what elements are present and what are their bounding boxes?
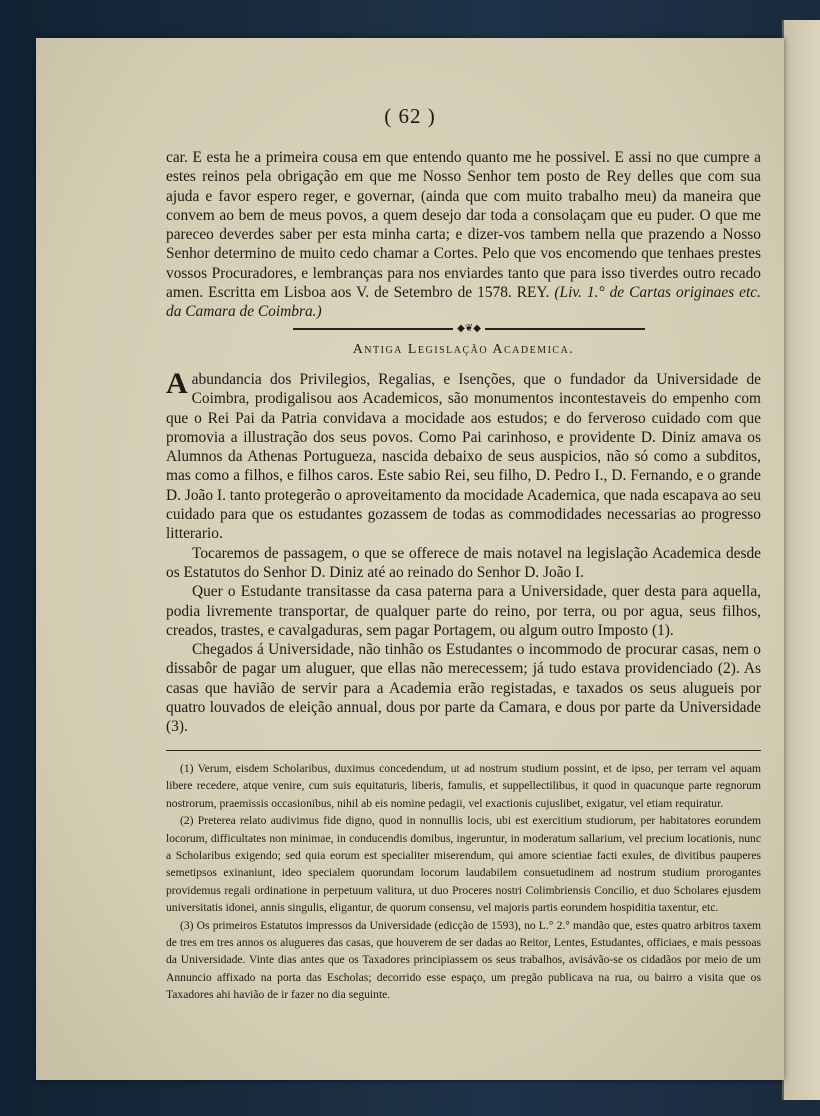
drop-cap: A	[166, 367, 188, 400]
document-page	[36, 38, 784, 1080]
ornament-icon: ◆❦◆	[457, 323, 481, 334]
footnote-2: (2) Preterea relato audivimus fide digno, quod in nonnullis locis, ubi est exercitium studiorum, per habitatores eorundem locorum, difficultates non minimae, in conducendis domibus, ingeruntur, in moderatum sallarium, vel precium locationis, nunc a Scholaribus exigendo; sed quia eorum est specialiter miserendum, qui amore scientiae facti exules, de divitibus pauperes semetipsos exinaniunt, ideo specialem quorundam locorum laudabilem consuetudinem ad nostrum studium prorogantes providemus regali ordinatione in perpetuum valitura, ut duo Proceres nostri Colimbriensis Concilio, et duo Scholares ejusdem universitatis idonei, annis singulis, eligantur, de quorum consensu, vel majoris partis eorundem hospiditia taxentur, etc.	[166, 814, 761, 915]
ornamental-rule	[293, 324, 645, 333]
page-number: ( 62 )	[384, 104, 436, 128]
section-body	[166, 367, 761, 737]
footnote-divider	[166, 750, 761, 751]
footnote-1: (1) Verum, eisdem Scholaribus, duximus concedendum, ut ad nostrum studium possint, et de ipso, per terram vel aquam libere recedere, atque venire, cum suis equitaturis, liberis, famulis, et suppellectilibus, it quod in quacunque parte regnorum nostrorum, praemissis occasionibus, nihil ab eis nomine pedagii, vel exactionis cujuslibet, exigatur, vel etiam requiratur.	[166, 762, 761, 810]
letter-text: car. E esta he a primeira cousa em que entendo quanto me he possivel. E assi no que cumpre a estes reinos pela obrigação em que me Nosso Senhor tem posto de Rey delles que com sua ajuda e favor espero reger, e governar, (ainda que com muito trabalho meu) da maneira que convem ao bem de meus povos, a quem desejo dar toda a consolaçam que eu puder. O que me pareceo deverdes saber per esta minha carta; e dizer-vos tambem nella que prazendo a Nosso Senhor determino de muito cedo chamar a Cortes. Pelo que vos encomendo que tenhaes prestes vossos Procuradores, e lembranças para nos enviardes tanto que para isso tiverdes outro recado amen. Escritta em Lisboa aos V. de Setembro de 1578. REY.	[166, 149, 761, 302]
paragraph-3: Quer o Estudante transitasse da casa paterna para a Universidade, quer desta para aquella, podia livremente transportar, de qualquer parte do reino, por terra, ou por agua, seus filhos, creados, trastes, e cavalgaduras, sem pagar Portagem, ou algum outro Imposto (1).	[166, 583, 761, 639]
paragraph-1: A abundancia dos Privilegios, Regalias, e Isenções, que o fundador da Universidade de Coimbra, prodigalisou aos Academicos, são monumentos incontestaveis do empenho com que o Rei Pai da Patria convidava a mocidade aos estudos; e do ferveroso cuidado com que promovia a illustração dos seus povos. Como Pai carinhoso, e providente D. Diniz amava os Alumnos da Athenas Portugueza, nascida debaixo de seus auspicios, não só como a subditos, mas como a filhos, e filhos caros. Este sabio Rei, seu filho, D. Pedro I., D. Fernando, e o grande D. João I. tanto protegerão o aproveitamento da mocidade Academica, que nada escapava ao seu cuidado para que os estudantes gozassem de todas as commodidades necessarias ao progresso litterario.	[166, 367, 761, 543]
footnotes	[166, 760, 761, 1004]
paragraph-4: Chegados á Universidade, não tinhão os Estudantes o incommodo de procurar casas, nem o dissabôr de pagar um aluguer, que ellas não merecessem; já tudo estava providenciado (2). As casas que havião de servir para a Academia erão registadas, e taxados os seus alugueis por quatro louvados de eleição annual, dous por parte da Camara, e dous por parte da Universidade (3).	[166, 641, 761, 736]
letter-continuation	[166, 148, 761, 322]
footnote-3: (3) Os primeiros Estatutos impressos da Universidade (edicção de 1593), no L.° 2.° mandão que, estes quatro arbitros taxem de tres em tres annos os alugueres das casas, que houverem de ser dadas ao Reitor, Lentes, Estudantes, officiaes, e mais pessoas da Universidade. Vinte dias antes que os Taxadores principiassem os seus trabalhos, avisávão-se os cidadãos por meio de um Annuncio affixado na porta das Escholas; decorrido esse espaço, um pregão publicava na rua, ou bairro a visita que os Taxadores ahi havião de ir fazer no dia seguinte.	[166, 918, 761, 1002]
section-heading: Antiga Legislação Academica.	[352, 342, 575, 357]
paragraph-2: Tocaremos de passagem, o que se offerece de mais notavel na legislação Academica desde os Estatutos do Senhor D. Diniz até ao reinado do Senhor D. João I.	[166, 544, 761, 581]
adjacent-page-edge	[782, 20, 820, 1100]
letter-citation: (Liv. 1.° de Cartas originaes etc. da Camara de Coimbra.)	[166, 284, 761, 321]
